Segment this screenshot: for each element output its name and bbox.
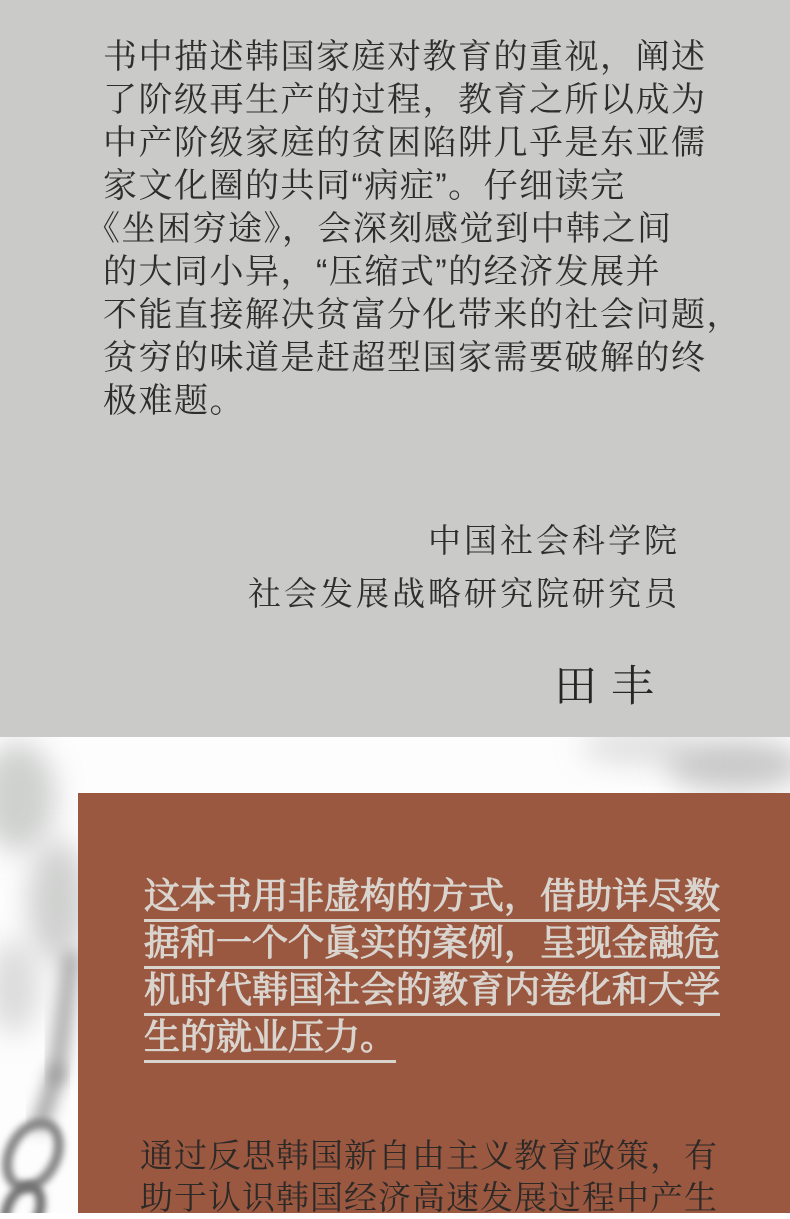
review-line: 中产阶级家庭的贫困陷阱几乎是东亚儒 xyxy=(103,124,707,162)
review-line: 贫穷的味道是赶超型国家需要破解的终 xyxy=(103,339,707,377)
highlight-line: 据和一个个眞实的案例，呈现金融危 xyxy=(144,925,720,969)
review-line: 书中描述韩国家庭对教育的重视，阐述 xyxy=(103,38,707,76)
review-line: 极难题。 xyxy=(103,382,245,420)
review-line: 的大同小异，“压缩式”的经济发展并 xyxy=(103,253,662,291)
chain-blur-blob xyxy=(0,939,40,1035)
review-line: 不能直接解决贫富分化带来的社会问题， xyxy=(103,296,742,334)
highlight-line: 生的就业压力。 xyxy=(144,1019,396,1063)
review-line: 家文化圈的共同“病症”。仔细读完 xyxy=(103,167,626,205)
card-body-line: 助于认识韩国经济高速发展过程中产生 xyxy=(140,1179,718,1216)
review-line: 《坐困穷途》，会深刻感觉到中韩之间 xyxy=(86,210,673,248)
reviewer-affiliation xyxy=(248,514,680,620)
affiliation-line-2: 社会发展战略研究院研究员 xyxy=(248,575,680,612)
card-body-text xyxy=(140,1135,718,1219)
affiliation-line-1: 中国社会科学院 xyxy=(428,522,680,559)
review-line: 了阶级再生产的过程，教育之所以成为 xyxy=(103,81,707,119)
highlight-quote xyxy=(144,878,720,1066)
highlight-card xyxy=(78,793,790,1216)
card-body-line: 通过反思韩国新自由主义教育政策，有 xyxy=(140,1137,718,1174)
highlight-line: 这本书用非虚构的方式，借助详尽数 xyxy=(144,878,720,922)
chain-blur-blob xyxy=(0,742,56,852)
highlight-line: 机时代韩国社会的教育内卷化和大学 xyxy=(144,972,720,1016)
reviewer-name: 田丰 xyxy=(554,663,668,711)
review-paragraph xyxy=(86,36,742,423)
chain-streak xyxy=(55,952,72,1082)
